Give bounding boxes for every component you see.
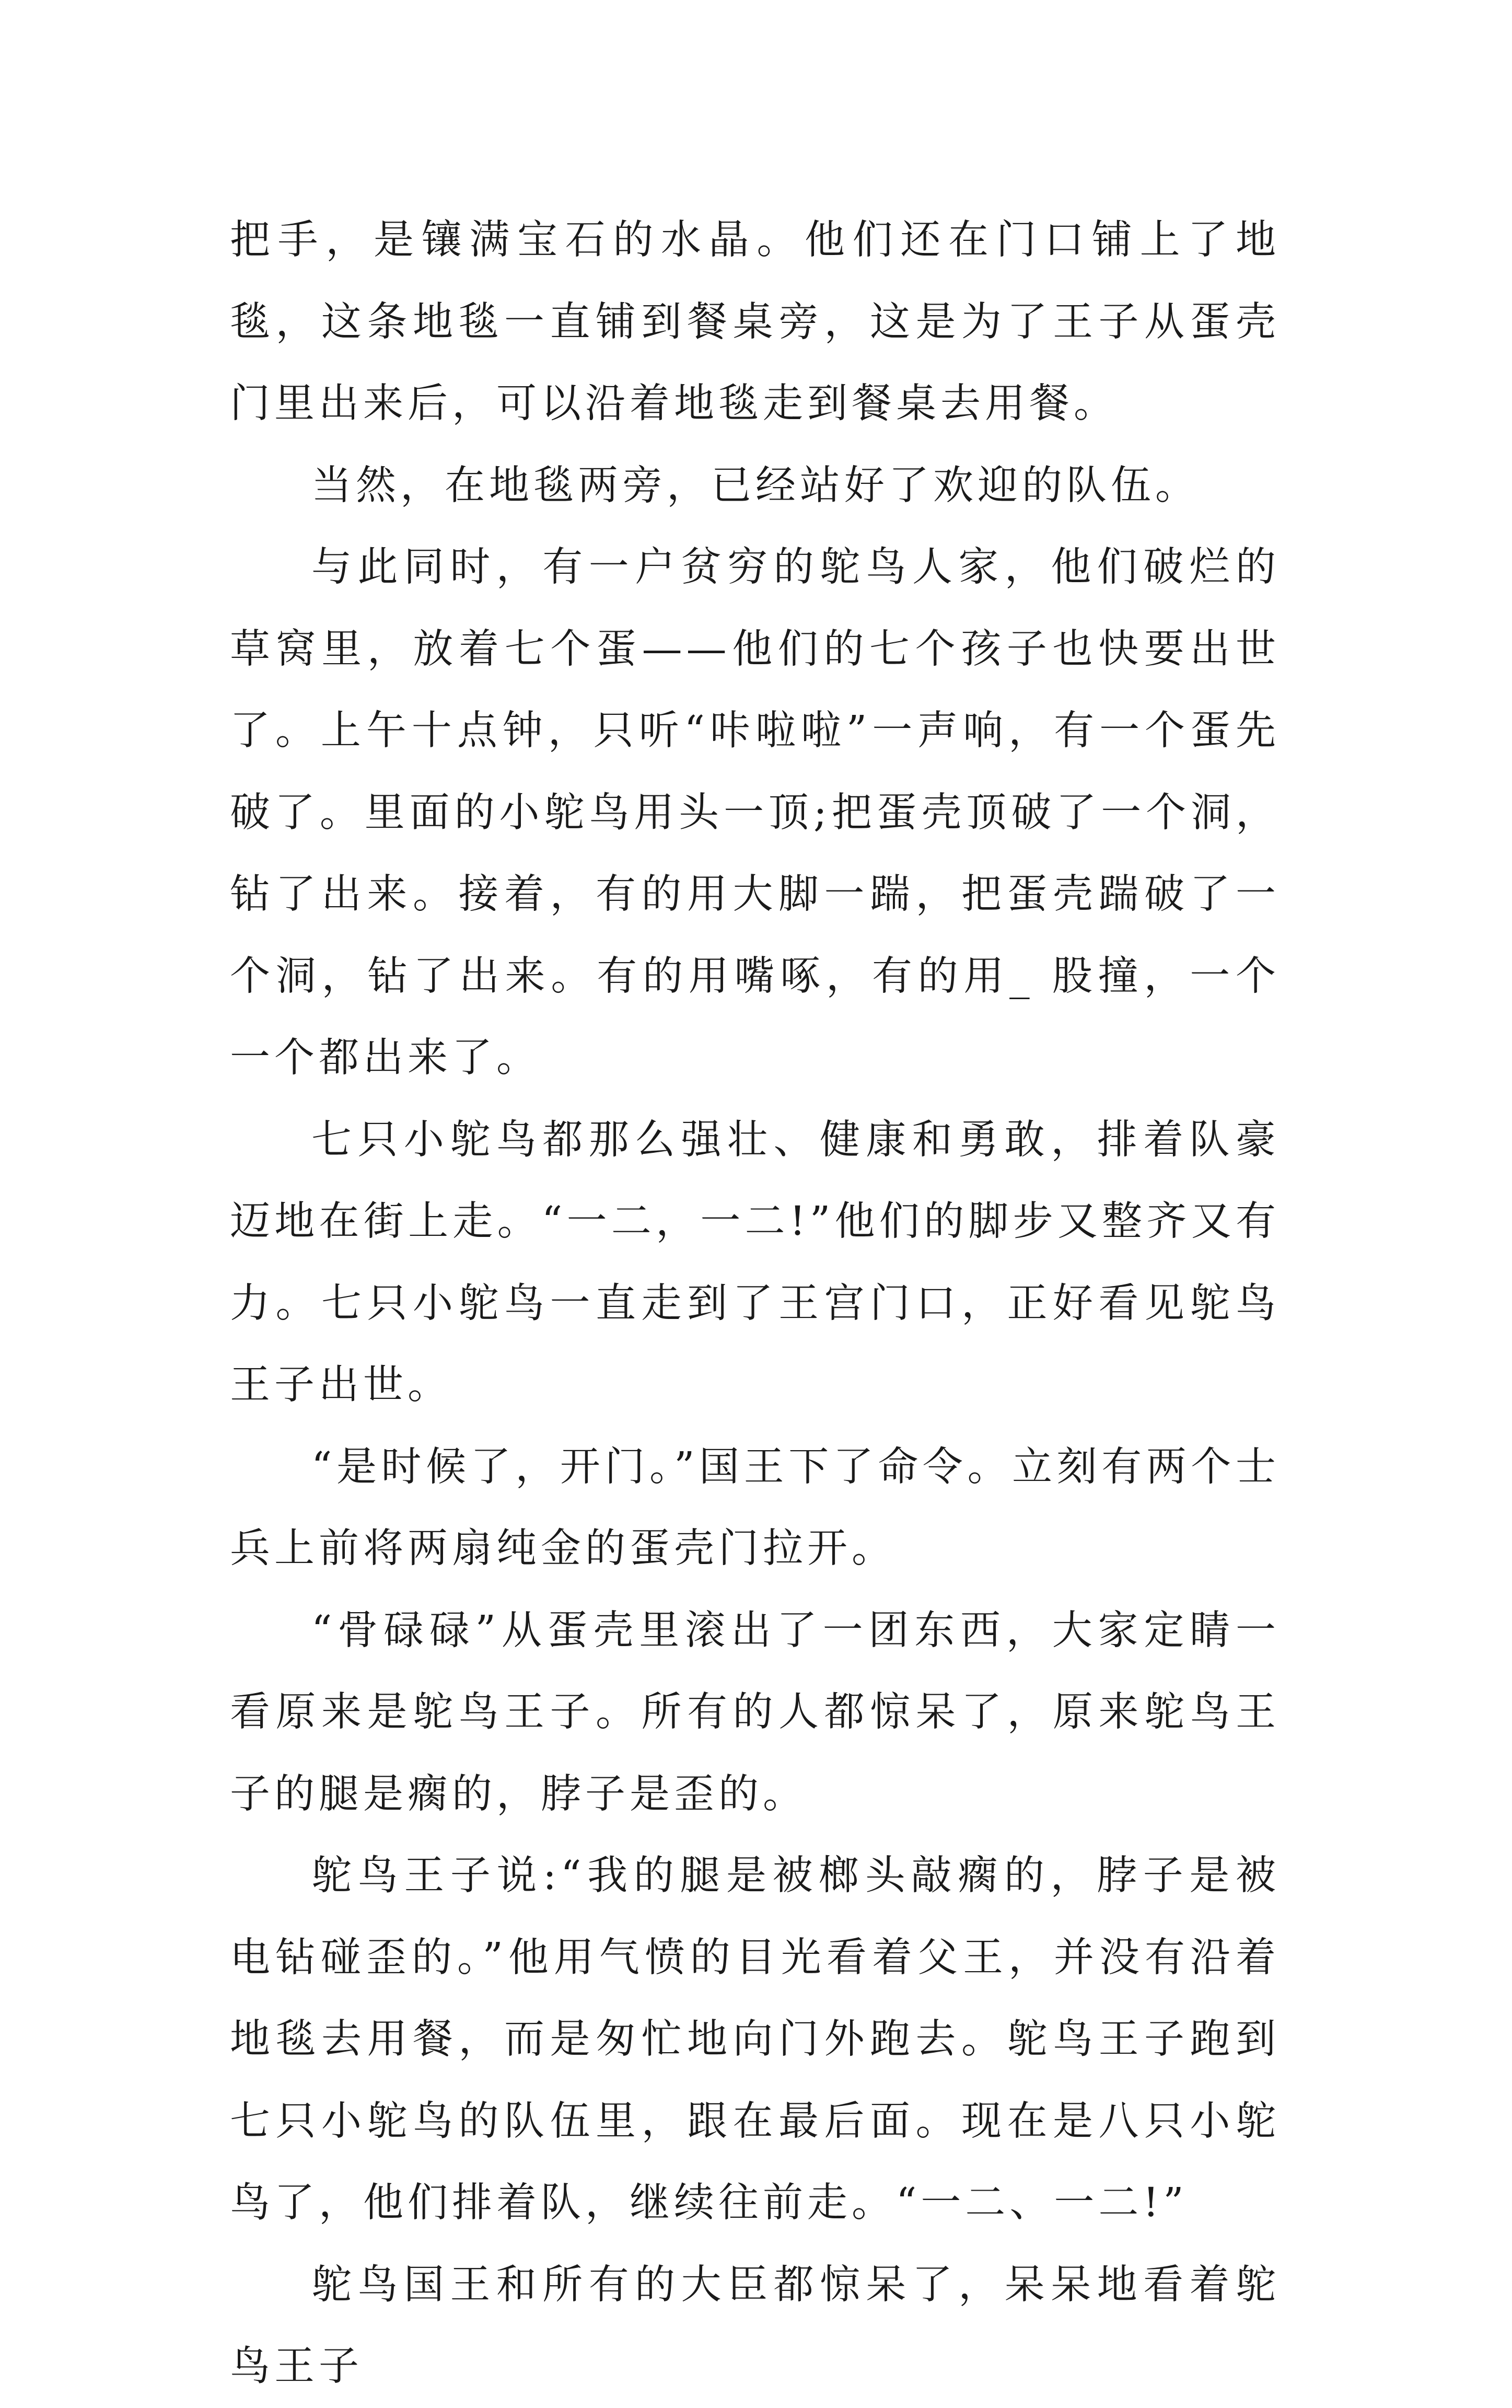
paragraph-3: 与此同时，有一户贫穷的鸵鸟人家，他们破烂的草窝里，放着七个蛋——他们的七个孩子也快要出世了。上午十点钟，只听“咔啦啦”一声响，有一个蛋先破了。里面的小鸵鸟用头一顶;把蛋壳顶破了一个洞，钻了出来。接着，有的用大脚一踹，把蛋壳踹破了一个洞，钻了出来。有的用嘴啄，有的用_ 股撞，一个一个都出来了。 xyxy=(230,544,1280,1081)
body-text xyxy=(230,200,1280,2408)
paragraph-6: “骨碌碌”从蛋壳里滚出了一团东西，大家定睛一看原来是鸵鸟王子。所有的人都惊呆了，原来鸵鸟王子的腿是瘸的，脖子是歪的。 xyxy=(230,1607,1280,1817)
paragraph-4: 七只小鸵鸟都那么强壮、健康和勇敢，排着队豪迈地在街上走。“一二，一二!”他们的脚步又整齐又有力。七只小鸵鸟一直走到了王宫门口，正好看见鸵鸟王子出世。 xyxy=(230,1116,1280,1408)
paragraph-5: “是时候了，开门。”国王下了命令。立刻有两个士兵上前将两扇纯金的蛋壳门拉开。 xyxy=(230,1443,1280,1572)
paragraph-2: 当然，在地毯两旁，已经站好了欢迎的队伍。 xyxy=(311,462,1200,509)
paragraph-1: 把手，是镶满宝石的水晶。他们还在门口铺上了地毯，这条地毯一直铺到餐桌旁，这是为了王子从蛋壳门里出来后，可以沿着地毯走到餐桌去用餐。 xyxy=(230,217,1280,427)
paragraph-7: 鸵鸟王子说:“我的腿是被榔头敲瘸的，脖子是被电钻碰歪的。”他用气愤的目光看着父王，并没有沿着地毯去用餐，而是匆忙地向门外跑去。鸵鸟王子跑到七只小鸵鸟的队伍里，跟在最后面。现在是八只小鸵鸟了，他们排着队，继续往前走。“一二、一二!” xyxy=(230,1853,1280,2226)
paragraph-8: 鸵鸟国王和所有的大臣都惊呆了，呆呆地看着鸵鸟王子 xyxy=(230,2261,1280,2390)
